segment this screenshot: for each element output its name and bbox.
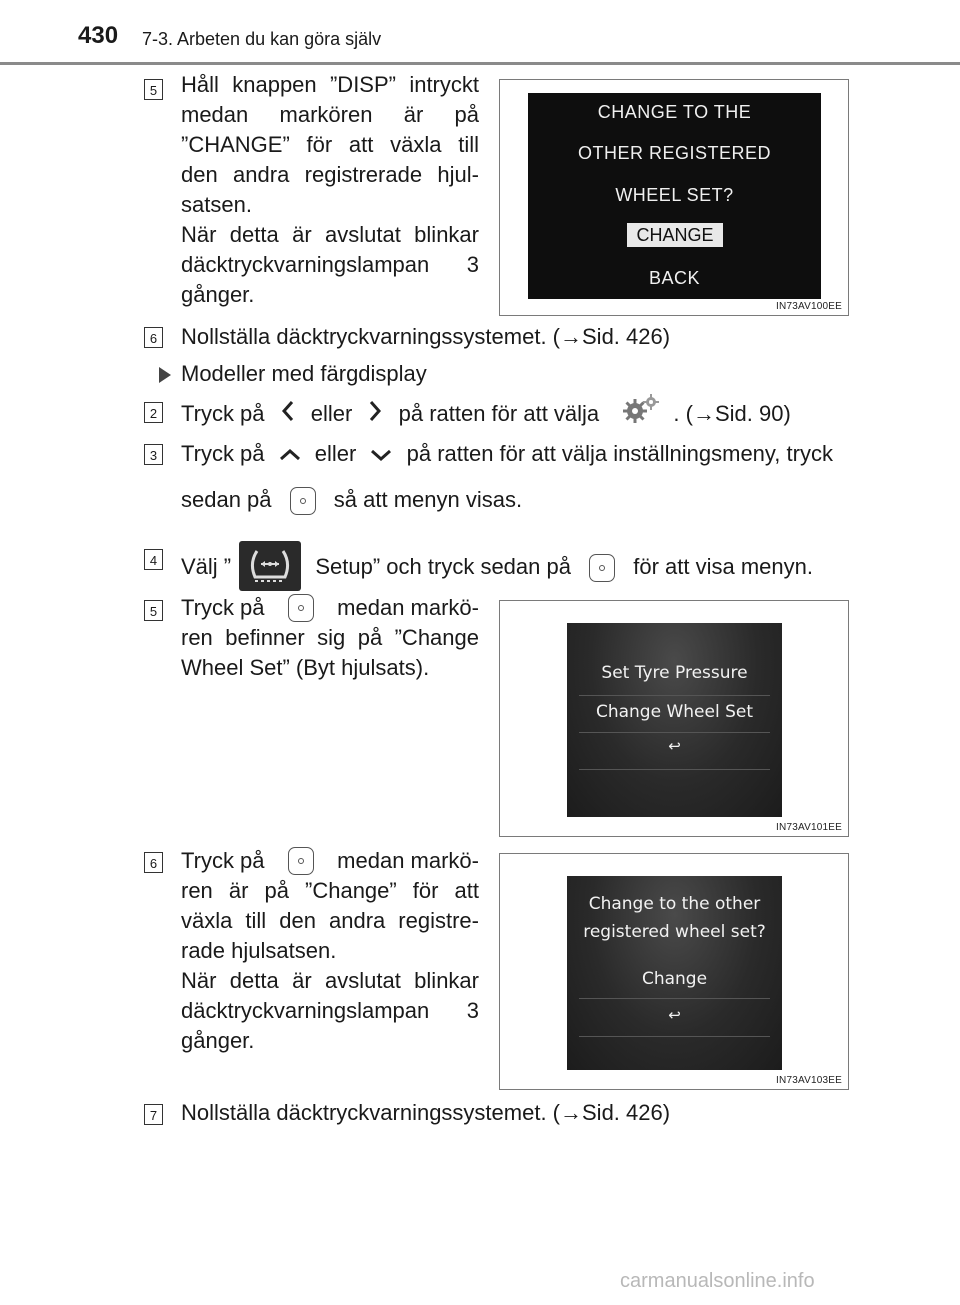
chevron-down-icon [370, 440, 392, 470]
menu-separator [579, 769, 770, 770]
enter-button-icon [589, 554, 615, 582]
menu-separator [579, 732, 770, 733]
step-number: 5 [144, 79, 163, 100]
enter-button-icon [288, 594, 314, 622]
step-number: 3 [144, 444, 163, 465]
back-icon: ↩ [668, 1006, 681, 1024]
change-option-selected: CHANGE [627, 223, 723, 247]
header-rule [0, 62, 960, 65]
screen-line: WHEEL SET? [615, 185, 734, 205]
settings-gears-icon [621, 393, 661, 431]
step-text: Tryck på eller på ratten för att välja inställningsmeny, tryck sedan på så att menyn visas. [181, 439, 861, 515]
step-text: Välj ” Setup” och tryck sedan på för att visa menyn. [181, 543, 813, 593]
menu-separator [579, 1036, 770, 1037]
bullet-triangle-icon [158, 366, 172, 389]
display-screen [528, 93, 821, 299]
step-text: Nollställa däcktryckvarningssystemet. (→Sid. 426) [181, 324, 671, 349]
menu-item-set-tyre-pressure: Set Tyre Pressure [601, 663, 748, 683]
display-screen [567, 876, 782, 1070]
screen-question-line: Change to the other [588, 894, 761, 914]
tire-pressure-setup-icon [239, 541, 301, 591]
back-option: BACK [648, 268, 701, 288]
display-screen [567, 623, 782, 817]
step-number: 4 [144, 549, 163, 570]
chevron-left-icon [281, 400, 295, 430]
step-text: Tryck på medan markö- ren befinner sig på ”Change Wheel Set” (Byt hjulsats). [181, 595, 479, 680]
figure-change-wheel-set [499, 600, 849, 837]
step-number: 7 [144, 1104, 163, 1125]
step-text: Tryck på eller på ratten för att välja . (→Sid. 90) [181, 396, 791, 434]
figure-change-confirm [499, 853, 849, 1090]
watermark: carmanualsonline.info [620, 1270, 815, 1292]
page-number: 430 [78, 22, 119, 49]
menu-separator [579, 998, 770, 999]
menu-item-change-wheel-set: Change Wheel Set [595, 702, 754, 722]
menu-separator [579, 695, 770, 696]
step-text: Tryck på medan markö- ren är på ”Change” för att växla till den andra registre- rade hjulsatsen. När detta är avslutat blinkar däcktryckvarningslampan 3 gånger. [181, 848, 479, 1053]
screen-line: CHANGE TO THE [597, 102, 752, 122]
step-number: 6 [144, 327, 163, 348]
figure-code: IN73AV100EE [776, 301, 842, 312]
chapter-title: 7-3. Arbeten du kan göra själv [142, 29, 382, 49]
back-icon: ↩ [668, 737, 681, 755]
screen-question-line: registered wheel set? [583, 922, 766, 942]
subsection-heading: Modeller med färgdisplay [181, 361, 427, 386]
step-number: 6 [144, 852, 163, 873]
enter-button-icon [288, 847, 314, 875]
chevron-right-icon [368, 400, 382, 430]
screen-line: OTHER REGISTERED [577, 143, 772, 163]
step-number: 2 [144, 402, 163, 423]
enter-button-icon [290, 487, 316, 515]
step-text: Håll knappen ”DISP” intryckt medan markören är på ”CHANGE” för att växla till den andra registrerade hjul- satsen. När detta är avslutat blinkar däcktryckvarningslampan 3 gånger. [181, 72, 479, 307]
figure-code: IN73AV103EE [776, 1075, 842, 1086]
step-number: 5 [144, 600, 163, 621]
figure-change-screen [499, 79, 849, 316]
menu-item-change: Change [641, 969, 708, 989]
figure-code: IN73AV101EE [776, 822, 842, 833]
chevron-up-icon [279, 440, 301, 470]
step-text: Nollställa däcktryckvarningssystemet. (→Sid. 426) [181, 1100, 671, 1125]
